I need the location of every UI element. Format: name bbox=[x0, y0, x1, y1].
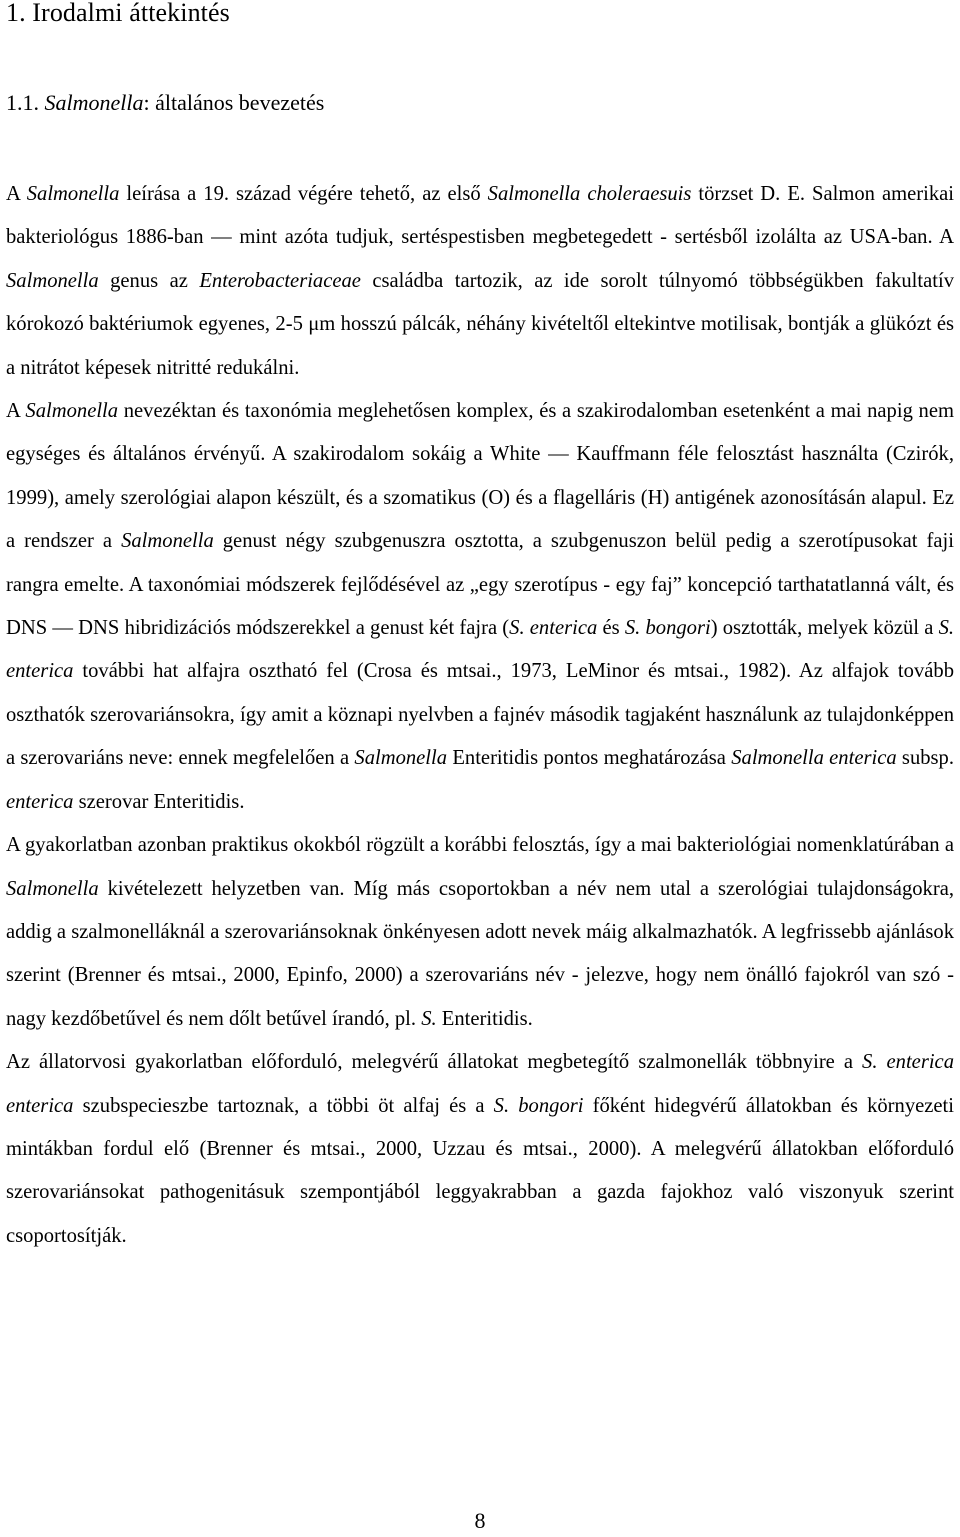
text-run: genus az bbox=[98, 269, 200, 292]
text-run: A bbox=[6, 183, 27, 205]
text-run: nevezéktan és taxonómia meglehetősen komplex, és a szakirodalomban esetenként a mai napig nem egységes és általános érvényű. A szakirodalom sokáig a White — Kauffmann féle felosztást használta (Czirók, 1999), amely szerológiai alapon készült, és a szomatikus (O) és a flagelláris (H) antigének azonosításán alapul. Ez a rendszer a bbox=[6, 400, 954, 553]
italic-text: Salmonella bbox=[121, 530, 214, 553]
italic-text: Salmonella bbox=[354, 747, 448, 770]
text-run: Enteritidis. bbox=[436, 1007, 533, 1030]
italic-text: S. enterica enterica bbox=[6, 1051, 954, 1117]
text-run: további hat alfajra osztható fel (Crosa és mtsai., 1973, LeMinor és mtsai., 1982). Az alfajok tovább oszthatók szerovariánsokra, így amit a köznapi nyelvben a fajnév második tagjaként használunk az tulajdonképpen a szerovariáns neve: ennek megfelelően a bbox=[6, 660, 954, 770]
italic-text: S. enterica bbox=[509, 617, 598, 640]
text-run: ) osztották, melyek közül a bbox=[710, 617, 939, 640]
italic-text: Salmonella bbox=[6, 269, 99, 292]
text-run: kivételezett helyzetben van. Míg más csoportokban a név nem utal a szerológiai tulajdonságokra, addig a szalmonelláknál a szerovariánsoknak önkényesen adott nevek máig alkalmazhatók. A legfrissebb ajánlások szerint (Brenner és mtsai., 2000, Epinfo, 2000) a szerovariáns név - jelezve, hogy nem önálló fajokról van szó - nagy kezdőbetűvel és nem dőlt betűvel írandó, pl. bbox=[6, 877, 954, 1030]
italic-text: Salmonella bbox=[26, 183, 120, 205]
paragraph bbox=[6, 1041, 954, 1258]
chapter-title: 1. Irodalmi áttekintés bbox=[6, 0, 230, 27]
text-run: szerovar Enteritidis. bbox=[73, 790, 245, 813]
paragraph bbox=[6, 173, 954, 390]
italic-text: S. bbox=[421, 1007, 437, 1030]
text-run: A gyakorlatban azonban praktikus okokból rögzült a korábbi felosztás, így a mai bakteriológiai nomenklatúrában a bbox=[6, 834, 954, 857]
text-run: családba tartozik, az ide sorolt túlnyomó többségükben fakultatív kórokozó baktériumok egyenes, 2-5 μm hosszú pálcák, néhány kivételtől eltekintve motilisak, bontják a glükózt és a nitrátot képesek nitritté redukálni. bbox=[6, 269, 954, 379]
body-text bbox=[6, 173, 954, 1258]
section-heading bbox=[6, 90, 324, 116]
italic-text: Salmonella bbox=[25, 400, 119, 423]
text-run: Enteritidis pontos meghatározása bbox=[447, 747, 732, 770]
italic-text: Enterobacteriaceae bbox=[199, 269, 361, 292]
paragraph bbox=[6, 390, 954, 824]
text-run: Az állatorvosi gyakorlatban előforduló, melegvérű állatokat megbetegítő szalmonellák többnyire a bbox=[6, 1051, 863, 1074]
text-run: törzset D. E. Salmon amerikai bakteriológus 1886-ban — mint azóta tudjuk, sertéspestisben megbetegedett - sertésből izolálta az USA-ban. A bbox=[6, 183, 955, 249]
italic-text: Salmonella choleraesuis bbox=[487, 183, 692, 205]
text-run: szubspecieszbe tartoznak, a többi öt alfaj és a bbox=[73, 1094, 494, 1117]
section-title-italic: Salmonella bbox=[44, 90, 144, 115]
italic-text: enterica bbox=[6, 790, 74, 813]
italic-text: Salmonella bbox=[6, 877, 99, 900]
page-number: 8 bbox=[474, 1508, 486, 1533]
text-run: genust négy szubgenuszra osztotta, a szubgenuszon belül pedig a szerotípusokat faji rangra emelte. A taxonómiai módszerek fejlődésével az „egy szerotípus - egy faj” koncepció tarthatatlanná vált, és DNS — DNS hibridizációs módszerekkel a genust két fajra ( bbox=[6, 530, 954, 640]
italic-text: S. bongori bbox=[624, 617, 711, 640]
paragraph bbox=[6, 824, 954, 1041]
text-run: subsp. bbox=[896, 747, 954, 770]
section-number: 1.1. bbox=[6, 90, 45, 115]
text-run: leírása a 19. század végére tehető, az első bbox=[119, 183, 488, 205]
text-run: és bbox=[597, 617, 625, 640]
italic-text: S. enterica bbox=[6, 617, 955, 683]
italic-text: S. bongori bbox=[493, 1094, 584, 1117]
text-run: főként hidegvérű állatokban és környezeti mintákban fordul elő (Brenner és mtsai., 2000, Uzzau és mtsai., 2000). A melegvérű állatokban előforduló szerovariánsokat pathogenitásuk szempontjából leggyakrabban a gazda fajokhoz való viszonyuk szerint csoportosítják. bbox=[6, 1094, 954, 1247]
text-run: A bbox=[6, 400, 26, 423]
section-title-rest: : általános bevezetés bbox=[143, 90, 325, 115]
italic-text: Salmonella enterica bbox=[731, 747, 897, 770]
